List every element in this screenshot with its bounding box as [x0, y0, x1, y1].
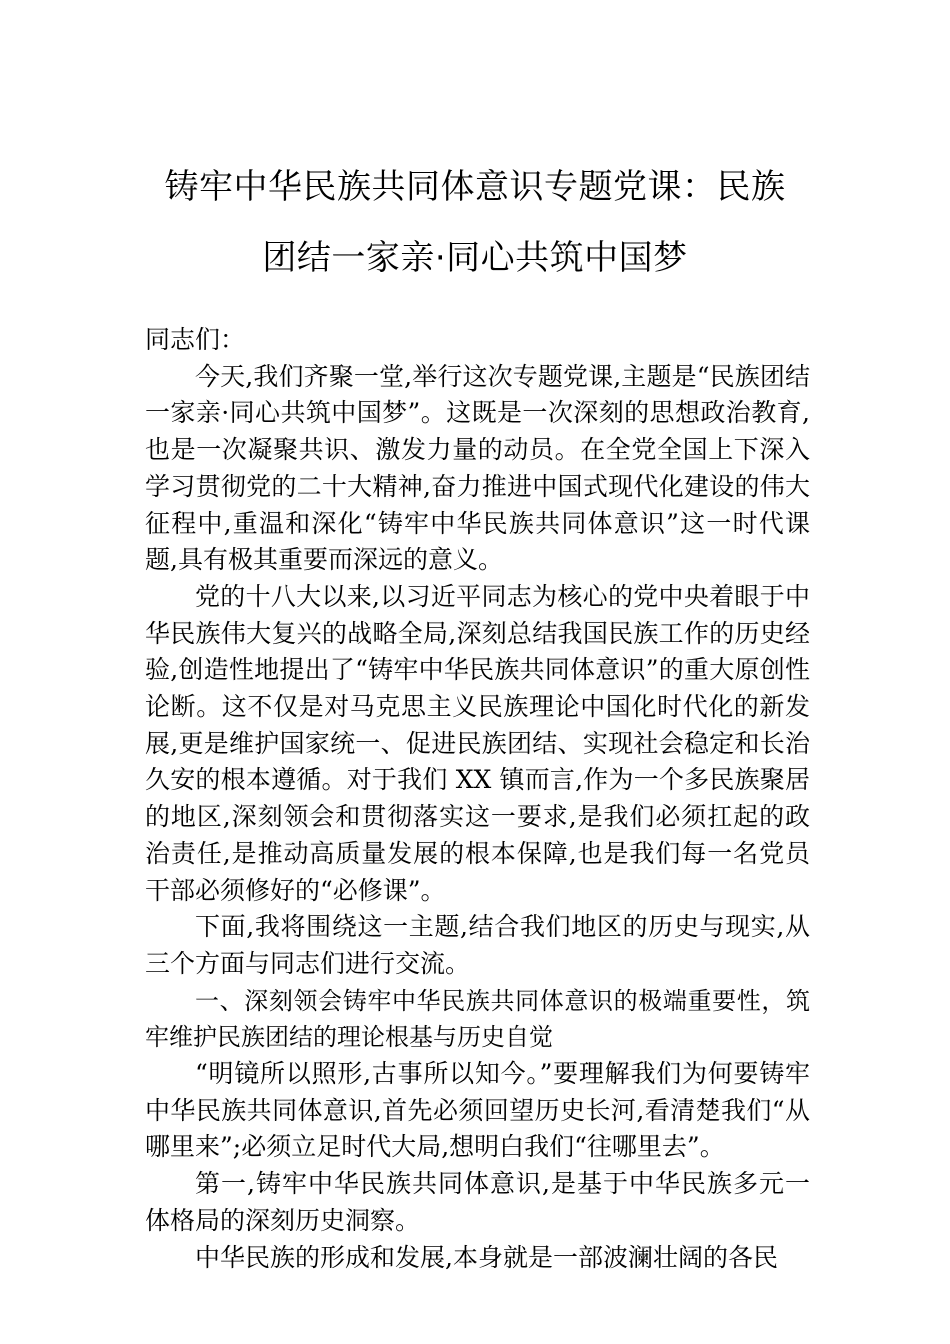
paragraph-history-quote: “明镜所以照形,古事所以知今。”要理解我们为何要铸牢中华民族共同体意识,首先必须回望历史长河,看清楚我们“从哪里来”;必须立足时代大局,想明白我们“往哪里去”。 [145, 1059, 810, 1162]
paragraph-point-one: 第一,铸牢中华民族共同体意识,是基于中华民族多元一体格局的深刻历史洞察。 [145, 1169, 810, 1235]
paragraph-background: 党的十八大以来,以习近平同志为核心的党中央着眼于中华民族伟大复兴的战略全局,深刻总结我国民族工作的历史经验,创造性地提出了“铸牢中华民族共同体意识”的重大原创性论断。这不仅是对马克思主义民族理论中国化时代化的新发展,更是维护国家统一、促进民族团结、实现社会稳定和长治久安的根本遵循。对于我们 XX 镇而言,作为一个多民族聚居的地区,深刻领会和贯彻落实这一要求,是我们必须扛起的政治责任,是推动高质量发展的根本保障,也是我们每一名党员干部必须修好的“必修课”。 [145, 581, 810, 905]
document-body [145, 322, 810, 1276]
salutation: 同志们： [145, 325, 246, 354]
document-title-line-1: 铸牢中华民族共同体意识专题党课：民族 [164, 167, 786, 207]
paragraph-formation: 中华民族的形成和发展,本身就是一部波澜壮阔的各民 [195, 1242, 778, 1272]
section-heading-1: 一、深刻领会铸牢中华民族共同体意识的极端重要性，筑牢维护民族团结的理论根基与历史自觉 [145, 986, 810, 1052]
document-title-line-2: 团结一家亲·同心共筑中国梦 [262, 238, 688, 278]
paragraph-outline: 下面,我将围绕这一主题,结合我们地区的历史与现实,从三个方面与同志们进行交流。 [145, 912, 810, 978]
paragraph-intro: 今天,我们齐聚一堂,举行这次专题党课,主题是“民族团结一家亲·同心共筑中国梦”。这既是一次深刻的思想政治教育,也是一次凝聚共识、激发力量的动员。在全党全国上下深入学习贯彻党的二十大精神,奋力推进中国式现代化建设的伟大征程中,重温和深化“铸牢中华民族共同体意识”这一时代课题,具有极其重要而深远的意义。 [145, 361, 810, 575]
